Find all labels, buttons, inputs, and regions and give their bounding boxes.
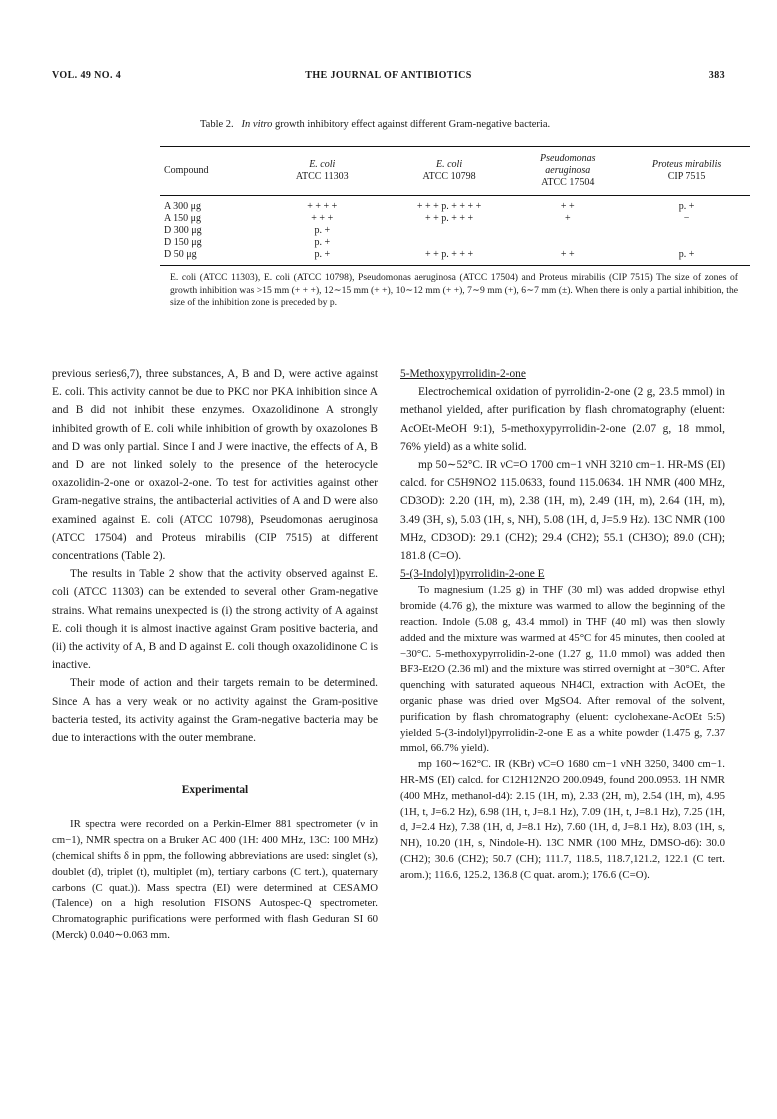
caption-italic: In vitro: [241, 119, 273, 130]
table-caption: [200, 119, 550, 130]
left-column: [52, 365, 378, 944]
table-cell: p. +: [678, 249, 695, 260]
table-cell: [386, 237, 513, 249]
table-header-cell: E. coli ATCC 11303: [295, 159, 349, 182]
table-cell: [623, 225, 750, 237]
body-paragraph: mp 160∼162°C. IR (KBr) νC=O 1680 cm−1 νNH 3250, 3400 cm−1. HR-MS (EI) calcd. for C12H12N2O 200.0949, found 200.0953. 1H NMR (400 MHz, methanol-d4): 2.15 (1H, m), 2.33 (2H, m), 2.54 (1H, m), 4.95 (1H, t, J=6.2 Hz), 6.98 (1H, t, J=8.1 Hz), 7.09 (1H, t, J=8.1 Hz), 7.25 (1H, d, J=2.4 Hz), 7.38 (1H, d, J=8.1 Hz), 7.60 (1H, d, J=8.1 Hz), 8.03 (1H, s, NH), 10.20 (1H, s, Nindole-H). 13C NMR (100 MHz, DMSO-d6): 30.0 (CH2); 30.6 (CH2); 50.7 (CH); 111.7, 118.5, 118.7,121.2, 122.1 (C tert. arom.); 116.6, 125.2, 136.8 (C quat. arom.); 176.6 (C=O).: [400, 758, 725, 881]
body-paragraph: mp 50∼52°C. IR νC=O 1700 cm−1 νNH 3210 cm−1. HR-MS (EI) calcd. for C5H9NO2 115.0633, found 115.0634. 1H NMR (400 MHz, CD3OD): 2.20 (1H, m), 2.38 (1H, m), 2.49 (1H, m), 2.64 (1H, m), 3.49 (3H, s), 5.03 (1H, s, NH), 5.08 (1H, d, J=5.9 Hz). 13C NMR (100 MHz, CD3OD): 29.1 (CH2); 29.4 (CH2); 55.1 (CH3O); 89.0 (CH); 181.8 (C=O).: [400, 459, 725, 563]
table-header-cell: Compound: [164, 165, 209, 176]
table-header-cell: Pseudomonas aeruginosa ATCC 17504: [540, 153, 596, 188]
table-cell: + + +: [311, 213, 334, 224]
table-cell: p. +: [678, 201, 695, 212]
table-cell: p. +: [314, 249, 331, 260]
subsection-heading: 5-(3-Indolyl)pyrrolidin-2-one E: [400, 568, 545, 581]
table-footnote: E. coli (ATCC 11303), E. coli (ATCC 10798), Pseudomonas aeruginosa (ATCC 17504) and Proteus mirabilis (CIP 7515) The size of zones of growth inhibition was >15 mm (+ + +), 12∼15 mm (+ +), 10∼12 mm (+ +), 7∼9 mm (+), 6∼7 mm (±). When there is only a partial inhibition, the size of the inhibition zone is preceded by p.: [170, 272, 738, 308]
table-header-cell: E. coli ATCC 10798: [422, 159, 476, 182]
subsection-heading: 5-Methoxypyrrolidin-2-one: [400, 368, 526, 380]
table-cell: p. +: [314, 237, 331, 248]
table-cell: D 300 μg: [164, 225, 202, 236]
table-cell: + +: [560, 249, 575, 260]
table-cell: A 300 μg: [164, 201, 202, 212]
table-cell: [512, 225, 623, 237]
table-cell: −: [683, 213, 690, 224]
table-row: [160, 213, 750, 225]
table-row: [160, 225, 750, 237]
body-paragraph: Electrochemical oxidation of pyrrolidin-2-one (2 g, 23.5 mmol) in methanol yielded, after purification by flash chromatography (eluent: AcOEt-MeOH 9:1), 5-methoxypyrrolidin-2-one (2.07 g, 18 mmol, 76% yield) as a white solid.: [400, 386, 725, 453]
table-cell: +: [564, 213, 571, 224]
body-paragraph: The results in Table 2 show that the activity observed against E. coli (ATCC 11303) can be extended to several other Gram-negative strains. What remains unexpected is (i) the strong activity of A against E. coli though it is almost inactive against Gram positive bacteria, and (ii) the activity of A, B and D against E. coli though oxazolidinone C is inactive.: [52, 568, 378, 672]
table-cell: [623, 237, 750, 249]
table-row: [160, 196, 750, 214]
table-cell: A 150 μg: [164, 213, 202, 224]
table-header-cell: Proteus mirabilis CIP 7515: [651, 159, 722, 182]
volume-label: VOL. 49 NO. 4: [52, 70, 122, 81]
running-header: [52, 70, 725, 86]
body-paragraph: Their mode of action and their targets remain to be determined. Since A has a very weak or no activity against the Gram-positive bacteria tested, its activity against the Gram-negative bacteria may be due to interactions with the outer membrane.: [52, 677, 378, 745]
caption-rest: growth inhibitory effect against different Gram-negative bacteria.: [275, 119, 551, 130]
page-number: 383: [708, 70, 725, 81]
journal-title: THE JOURNAL OF ANTIBIOTICS: [305, 70, 472, 81]
section-heading: Experimental: [181, 784, 249, 797]
body-paragraph: previous series6,7), three substances, A, B and D, were active against E. coli. This activity cannot be due to PKC nor PKA inhibition since A and B did not inhibit these enzymes. Oxazolidinone A strongly inhibited growth of E. coli while inhibition of growth by oxazolones B and D was only partial. Since I and J were inactive, the effects of A, B and D are not linked solely to the presence of the heterocycle oxazolidin-2-one or oxazol-2-one. To test for activities against other Gram-negative strains, the antibacterial activities of A and D were also examined against E. coli (ATCC 10798), Pseudomonas aeruginosa (ATCC 17504) and Proteus mirabilis (CIP 7515) at different concentrations (Table 2).: [52, 368, 378, 563]
table-cell: + + p. + + +: [424, 213, 474, 224]
body-paragraph: IR spectra were recorded on a Perkin-Elmer 881 spectrometer (ν in cm−1), NMR spectra on a Bruker AC 400 (1H: 400 MHz, 13C: 100 MHz) (chemical shifts δ in ppm, the following abbreviations are used: singlet (s), doublet (d), triplet (t), multiplet (m), tertiary carbons (C tert.), quaternary carbons (C quat.)). Mass spectra (EI) were determined at CESAMO (Talence) on a high resolution FISONS Autospec-Q spectrometer. Chromatographic purifications were performed with flash Geduran SI 60 (Merck) 0.040∼0.063 mm.: [52, 818, 378, 942]
table-cell: + +: [560, 201, 575, 212]
table-cell: + + p. + + +: [424, 249, 474, 260]
table-cell: [386, 225, 513, 237]
body-paragraph: To magnesium (1.25 g) in THF (30 ml) was added dropwise ethyl bromide (4.76 g), the mixture was warmed to allow the beginning of the reaction. Indole (5.08 g, 43.4 mmol) in THF (40 ml) was then slowly added and the mixture was warmed at 45°C for 45 minutes, then cooled at −30°C. 5-methoxypyrrolidin-2-one (1.27 g, 11.0 mmol) was added then BF3-Et2O (2.36 ml) and the mixture was stirred overnight at −30°C. After quenching with saturated aqueous NH4Cl, extraction with AcOEt, the organic phase was dried over MgSO4. After removal of the solvent, purification by flash chromatography (eluent: cyclohexane-AcOEt 5:5) yielded 5-(3-indolyl)pyrrolidin-2-one E as a white powder (1.475 g, 7.37 mmol, 66.7% yield).: [400, 584, 725, 755]
table-cell: [512, 237, 623, 249]
results-table: [160, 146, 750, 266]
right-column: [400, 365, 725, 884]
table-row: [160, 249, 750, 266]
table-cell: + + + p. + + + +: [416, 201, 482, 212]
table-cell: + + + +: [307, 201, 338, 212]
table-cell: D 150 μg: [164, 237, 202, 248]
caption-prefix: Table 2.: [200, 119, 234, 130]
table-cell: D 50 μg: [164, 249, 197, 260]
table-row: [160, 237, 750, 249]
table-cell: p. +: [314, 225, 331, 236]
